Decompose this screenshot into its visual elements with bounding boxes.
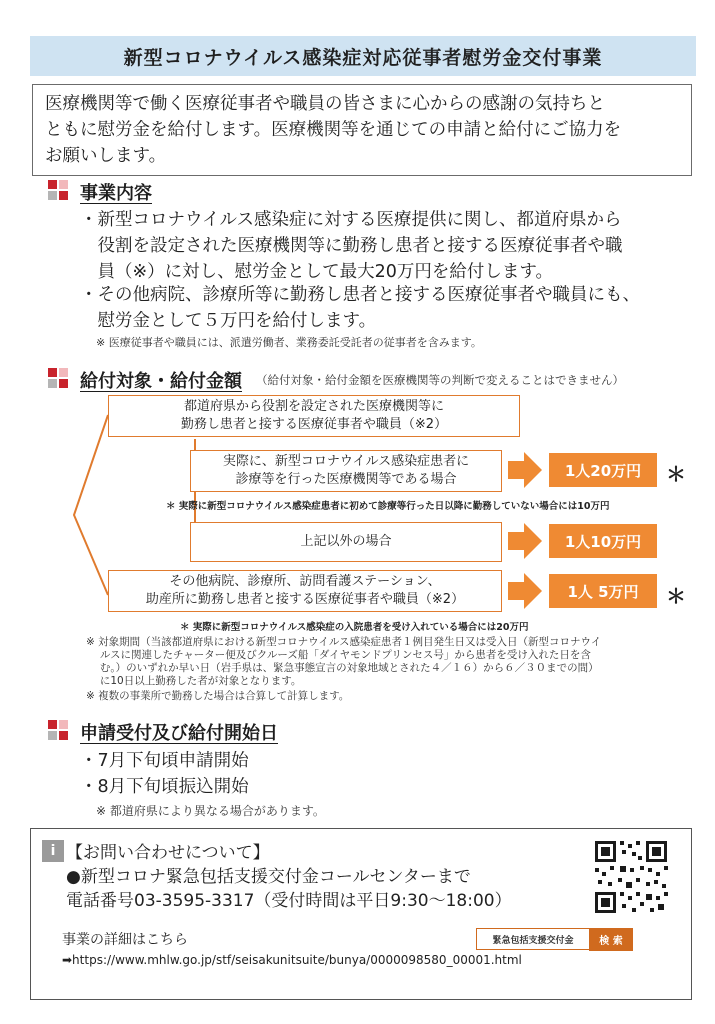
info-icon: i xyxy=(42,840,64,862)
detail-label: 事業の詳細はこちら xyxy=(62,932,188,948)
flow-text: 都道府県から役割を設定された医療機関等に xyxy=(183,399,444,414)
section-heading-schedule: 申請受付及び給付開始日 xyxy=(80,723,278,744)
section-marker-icon xyxy=(48,180,70,202)
payment-note: ＊ 実際に新型コロナウイルス感染症患者に初めて診療等行った日以降に勤務していない場合には10万円 xyxy=(166,501,610,512)
detail-url-link[interactable]: ➡https://www.mhlw.go.jp/stf/seisakunitsuite/bunya/0000098580_00001.html xyxy=(62,953,522,967)
flow-box-designated xyxy=(108,395,520,437)
flow-box-other: 上記以外の場合 xyxy=(190,522,502,562)
amount-badge: 1人10万円 xyxy=(549,524,657,558)
search-box[interactable]: 緊急包括支援交付金 xyxy=(476,928,590,950)
arrow-right-icon xyxy=(508,452,542,488)
business-note: ※ 医療従事者や職員には、派遣労働者、業務委託受託者の従事者を含みます。 xyxy=(96,336,482,349)
section-marker-icon xyxy=(48,720,70,742)
qr-code-icon xyxy=(592,838,670,916)
schedule-item: ・7月下旬頃申請開始 xyxy=(80,751,249,771)
amount-badge: 1人20万円 xyxy=(549,453,657,487)
business-bullet xyxy=(80,207,690,285)
multi-office-note: ※ 複数の事業所で勤務した場合は合算して計算します。 xyxy=(86,690,350,702)
arrow-right-icon xyxy=(508,523,542,559)
intro-line: ともに慰労金を給付します。医療機関等を通じての申請と給付にご協力を xyxy=(45,120,622,140)
note-line: む。）のいずれか早い日（岩手県は、緊急事態宣言の対象地域とされた４／１６）から６／３０までの間） xyxy=(86,662,599,674)
intro-box xyxy=(32,84,692,176)
section-marker-icon xyxy=(48,368,70,390)
section-heading-payment: 給付対象・給付金額 xyxy=(80,371,242,392)
bullet-line: ・新型コロナウイルス感染症に対する医療提供に関し、都道府県から xyxy=(80,210,622,230)
schedule-item: ・8月下旬頃振込開始 xyxy=(80,777,249,797)
intro-line: お願いします。 xyxy=(45,146,167,166)
flow-text: 実際に、新型コロナウイルス感染症患者に xyxy=(222,454,470,469)
contact-callcenter: ●新型コロナ緊急包括支援交付金コールセンターまで xyxy=(66,867,471,887)
note-line: に10日以上勤務した者が対象となります。 xyxy=(86,675,302,687)
note-line: ※ 対象期間（当該都道府県における新型コロナウイルス感染症患者１例目発生日又は受入日（新型コロナウイ xyxy=(86,636,602,648)
contact-title: 【お問い合わせについて】 xyxy=(66,843,270,863)
bullet-line: 慰労金として５万円を給付します。 xyxy=(80,311,377,331)
section-heading-business: 事業内容 xyxy=(80,183,152,204)
search-button[interactable]: 検 索 xyxy=(589,928,633,951)
bullet-line: 役割を設定された医療機関等に勤務し患者と接する医療従事者や職 xyxy=(80,236,623,256)
flow-text: 診療等を行った医療機関等である場合 xyxy=(235,472,457,487)
flow-text: 助産所に勤務し患者と接する医療従事者や職員（※2） xyxy=(145,592,465,607)
flow-box-actual xyxy=(190,450,502,492)
payment-subnote: （給付対象・給付金額を医療機関等の判断で変えることはできません） xyxy=(256,373,624,387)
flow-box-clinic xyxy=(108,570,502,612)
payment-note: ＊ 実際に新型コロナウイルス感染症の入院患者を受け入れている場合には20万円 xyxy=(180,622,529,633)
flow-text: その他病院、診療所、訪問看護ステーション、 xyxy=(169,574,441,589)
note-line: ルスに関連したチャーター便及びクルーズ船「ダイヤモンドプリンセス号」から患者を受け入れた日を含 xyxy=(86,649,591,661)
asterisk-mark: ＊ xyxy=(666,462,686,486)
intro-line: 医療機関等で働く医療従事者や職員の皆さまに心からの感謝の気持ちと xyxy=(45,94,605,114)
schedule-note: ※ 都道府県により異なる場合があります。 xyxy=(96,804,325,818)
arrow-right-icon xyxy=(508,573,542,609)
contact-phone: 電話番号03-3595-3317（受付時間は平日9:30～18:00） xyxy=(66,891,512,911)
flow-text: 勤務し患者と接する医療従事者や職員（※2） xyxy=(180,417,448,432)
amount-badge: 1人 5万円 xyxy=(549,574,657,608)
bullet-line: ・その他病院、診療所等に勤務し患者と接する医療従事者や職員にも、 xyxy=(80,285,640,305)
asterisk-mark: ＊ xyxy=(666,584,686,608)
business-bullet xyxy=(80,282,690,334)
period-note xyxy=(86,636,686,688)
bullet-line: 員（※）に対し、慰労金として最大20万円を給付します。 xyxy=(80,262,554,282)
page-title: 新型コロナウイルス感染症対応従事者慰労金交付事業 xyxy=(30,36,696,76)
